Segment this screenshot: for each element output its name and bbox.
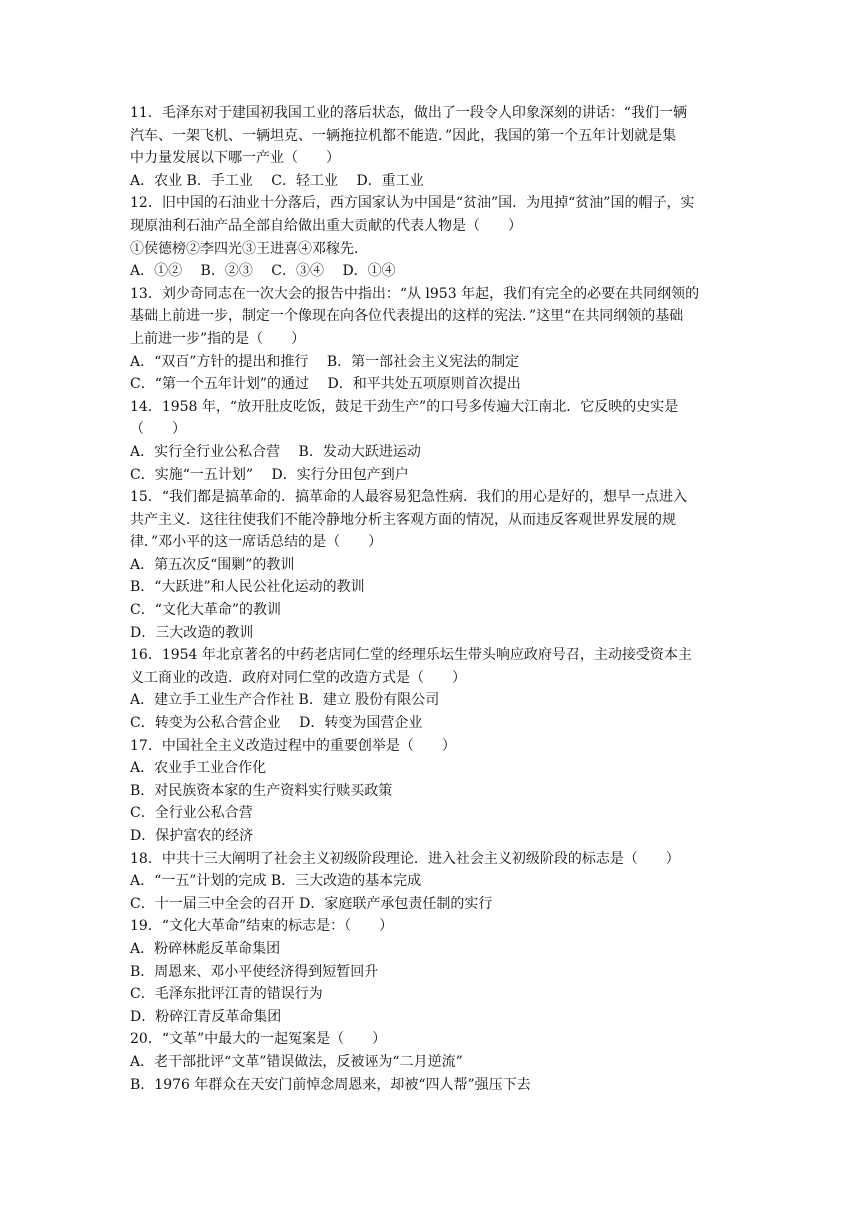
question-15-stem: 律．”邓小平的这一席话总结的是（ ） xyxy=(130,534,383,551)
question-18-options: C．十一届三中全会的召开 D．家庭联产承包责任制的实行 xyxy=(130,895,493,912)
question-11-stem: 中力量发展以下哪一产业（ ） xyxy=(130,150,340,167)
question-16-options: C．转变为公私合营企业 D．转变为国营企业 xyxy=(130,715,423,732)
question-13-stem: 上前进一步”指的是（ ） xyxy=(130,330,306,347)
question-15-option-c: C．“文化大革命”的教训 xyxy=(130,602,282,619)
question-14-options: A．实行全行业公私合营 B．发动大跃进运动 xyxy=(130,443,421,460)
question-13-stem: 13．刘少奇同志在一次大会的报告中指出：“从 l953 年起，我们有完全的必要在共同纲领的 xyxy=(130,285,700,302)
question-15 xyxy=(130,486,740,644)
question-17-option-c: C．全行业公私合营 xyxy=(130,805,253,822)
question-12-options: A．①② B．②③ C．③④ D．①④ xyxy=(130,263,396,280)
question-20-stem: 20．“文革”中最大的一起冤案是（ ） xyxy=(130,1031,387,1048)
question-18-options: A．“一五”计划的完成 B．三大改造的基本完成 xyxy=(130,873,422,890)
question-13-stem: 基础上前进一步，制定一个像现在向各位代表提出的这样的宪法．”这里“在共同纲领的基础 xyxy=(130,308,684,325)
question-12-items: ①侯德榜②李四光③王进喜④邓稼先． xyxy=(130,240,368,257)
question-19-option-d: D．粉碎江青反革命集团 xyxy=(130,1008,282,1025)
question-20-option-a: A．老干部批评“文革”错误做法，反被诬为“二月逆流” xyxy=(130,1053,463,1070)
question-14 xyxy=(130,396,740,486)
question-14-options: C．实施“一五计划” D．实行分田包产到户 xyxy=(130,466,409,483)
question-19-stem: 19．“文化大革命”结束的标志是：（ ） xyxy=(130,918,394,935)
question-11-options: A．农业 B．手工业 C．轻工业 D．重工业 xyxy=(130,172,424,189)
question-15-stem: 15．“我们都是搞革命的．搞革命的人最容易犯急性病．我们的用心是好的，想早一点进入 xyxy=(130,489,687,506)
question-11 xyxy=(130,102,740,192)
question-17-option-b: B．对民族资本家的生产资料实行赎买政策 xyxy=(130,782,393,799)
question-19-option-a: A．粉碎林彪反革命集团 xyxy=(130,940,281,957)
question-15-option-b: B．“大跃进”和人民公社化运动的教训 xyxy=(130,579,365,596)
question-11-stem: 汽车、一架飞机、一辆坦克、一辆拖拉机都不能造．”因此，我国的第一个五年计划就是集 xyxy=(130,127,677,144)
question-16-options: A．建立手工业生产合作社 B．建立 股份有限公司 xyxy=(130,692,440,709)
question-18-stem: 18．中共十三大阐明了社会主义初级阶段理论．进入社会主义初级阶段的标志是（ ） xyxy=(130,850,680,867)
question-17-stem: 17．中国社全主义改造过程中的重要创举是（ ） xyxy=(130,737,456,754)
question-15-option-d: D．三大改造的教训 xyxy=(130,624,254,641)
question-16-stem: 义工商业的改造．政府对同仁堂的改造方式是（ ） xyxy=(130,669,466,686)
question-16-stem: 16．1954 年北京著名的中药老店同仁堂的经理乐坛生带头响应政府号召，主动接受资本主 xyxy=(130,647,692,664)
question-12-stem: 现原油利石油产品全部自给做出重大贡献的代表人物是（ ） xyxy=(130,217,522,234)
question-16 xyxy=(130,644,740,734)
question-12-stem: 12．旧中国的石油业十分落后，西方国家认为中国是“贫油”国．为甩掉“贫油”国的帽子，实 xyxy=(130,195,695,212)
question-18 xyxy=(130,848,740,916)
question-17 xyxy=(130,735,740,848)
question-20-option-b: B．1976 年群众在天安门前悼念周恩来，却被“四人帮”强压下去 xyxy=(130,1076,531,1093)
question-13 xyxy=(130,283,740,396)
question-14-stem: （ ） xyxy=(130,421,186,438)
question-13-options: A．“双百”方针的提出和推行 B．第一部社会主义宪法的制定 xyxy=(130,353,520,370)
question-19 xyxy=(130,915,740,1028)
question-11-stem: 11．毛泽东对于建国初我国工业的落后状态，做出了一段令人印象深刻的讲话：“我们一辆 xyxy=(130,105,687,121)
document-page xyxy=(130,102,740,1096)
question-15-option-a: A．第五次反“围剿”的教训 xyxy=(130,556,295,573)
question-19-option-b: B．周恩来、邓小平使经济得到短暂回升 xyxy=(130,963,379,980)
question-17-option-a: A．农业手工业合作化 xyxy=(130,760,267,777)
question-15-stem: 共产主义．这往往使我们不能冷静地分析主客观方面的情况，从而违反客观世界发展的规 xyxy=(130,511,676,528)
question-13-options: C．“第一个五年计划”的通过 D．和平共处五项原则首次提出 xyxy=(130,376,521,393)
question-17-option-d: D．保护富农的经济 xyxy=(130,828,254,844)
question-14-stem: 14．1958 年，“放开肚皮吃饭，鼓足干劲生产”的口号多传遍大江南北．它反映的史实是 xyxy=(130,398,679,415)
question-12 xyxy=(130,192,740,282)
question-20 xyxy=(130,1028,740,1096)
question-19-option-c: C．毛泽东批评江青的错误行为 xyxy=(130,986,323,1003)
